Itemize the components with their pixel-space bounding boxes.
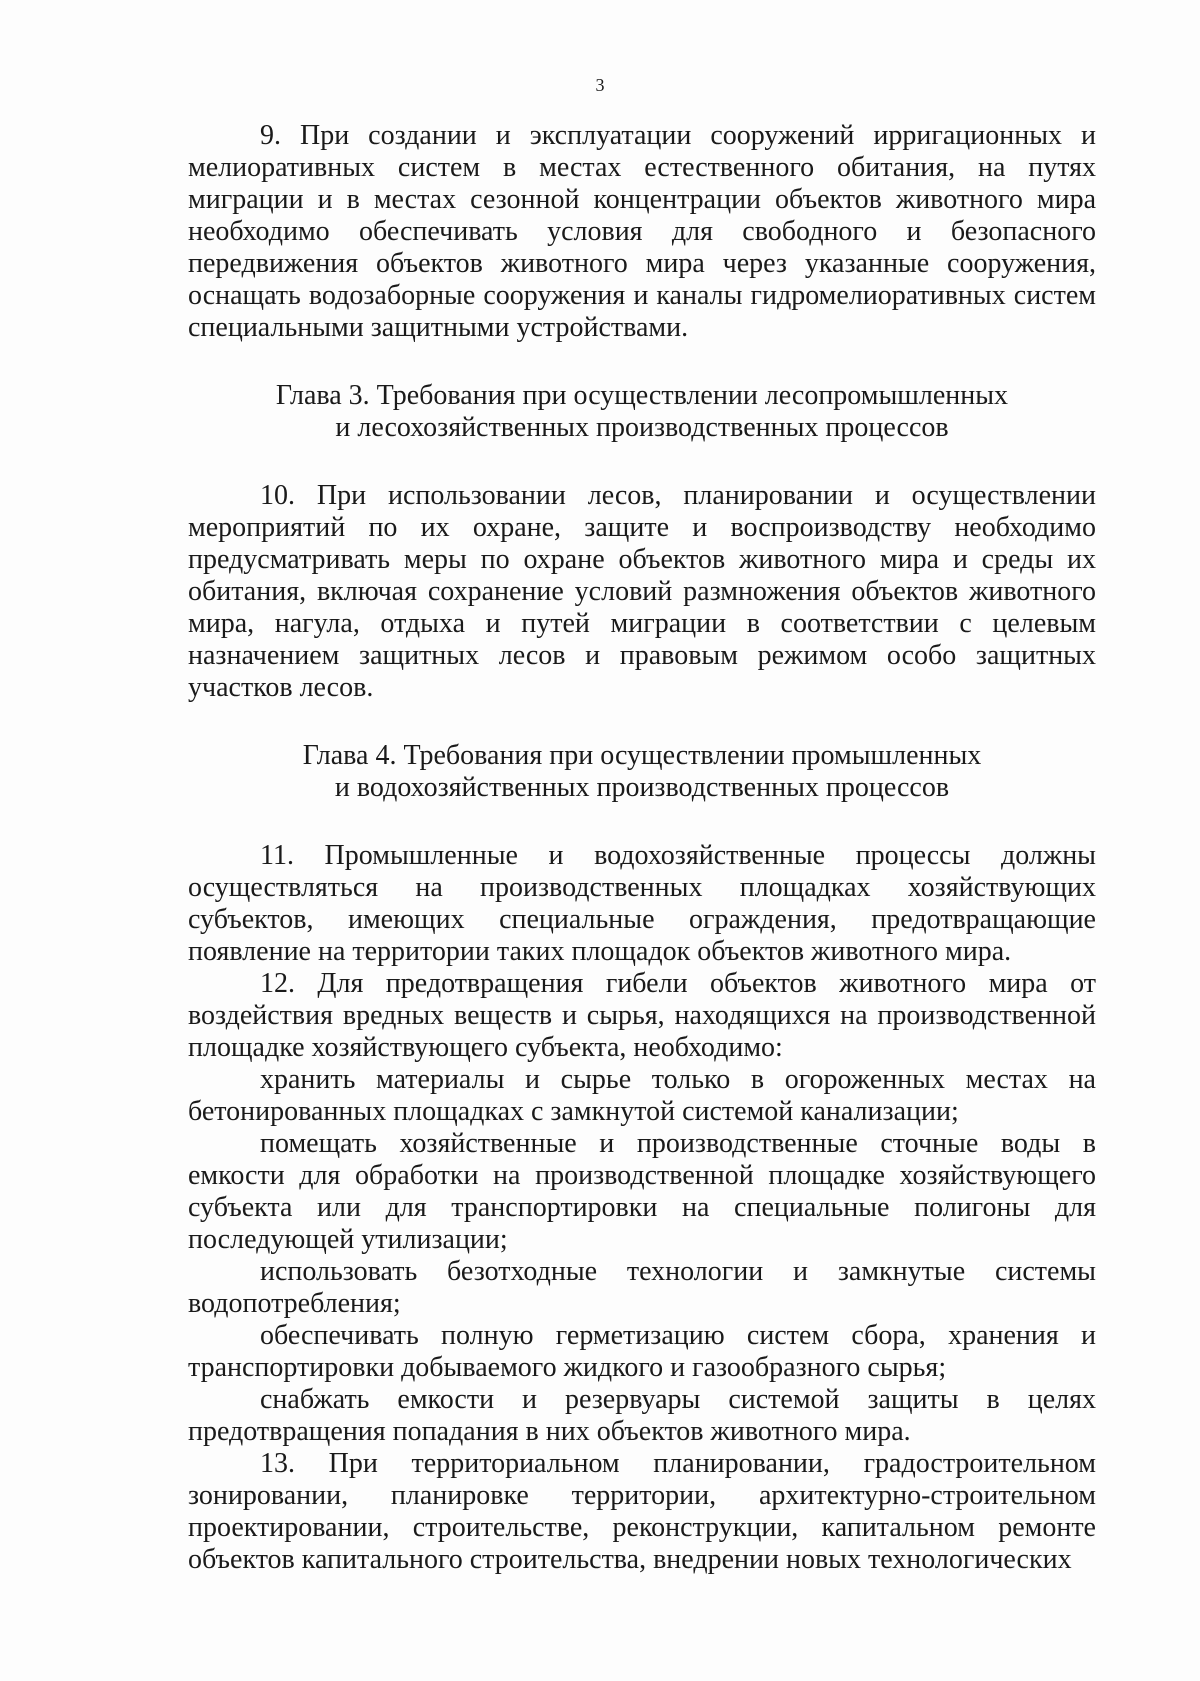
paragraph-12: 12. Для предотвращения гибели объектов животного мира от воздействия вредных веществ и сырья, находящихся на производственной площадке хозяйствующего субъекта, необходимо: (188, 968, 1096, 1063)
list-item-wastewater: помещать хозяйственные и производственные сточные воды в емкости для обработки на производственной площадке хозяйствующего субъекта или для транспортировки на специальные полигоны для последующей утилизации; (188, 1128, 1096, 1255)
list-item-waste-free-tech: использовать безотходные технологии и замкнутые системы водопотребления; (188, 1256, 1096, 1319)
chapter-4-heading (188, 740, 1096, 804)
chapter-3-heading (188, 380, 1096, 444)
paragraph-13: 13. При территориальном планировании, градостроительном зонировании, планировке территории, архитектурно-строительном проектировании, строительстве, реконструкции, капитальном ремонте объектов капитального строительства, внедрении новых технологических (188, 1448, 1096, 1575)
paragraph-10: 10. При использовании лесов, планировании и осуществлении мероприятий по их охране, защите и воспроизводству необходимо предусматривать меры по охране объектов животного мира и среды их обитания, включая сохранение условий размножения объектов животного мира, нагула, отдыха и путей миграции в соответствии с целевым назначением защитных лесов и правовым режимом особо защитных участков лесов. (188, 480, 1096, 703)
chapter-3-heading-line-1: Глава 3. Требования при осуществлении лесопромышленных (275, 380, 1009, 411)
paragraph-11: 11. Промышленные и водохозяйственные процессы должны осуществляться на производственных площадках хозяйствующих субъектов, имеющих специальные ограждения, предотвращающие появление на территории таких площадок объектов животного мира. (188, 840, 1096, 967)
chapter-4-heading-line-1: Глава 4. Требования при осуществлении промышленных (302, 740, 982, 771)
list-item-store-materials: хранить материалы и сырье только в огороженных местах на бетонированных площадках с замкнутой системой канализации; (188, 1064, 1096, 1127)
page-number: 3 (595, 75, 605, 95)
chapter-3-heading-line-2: и лесохозяйственных производственных процессов (335, 412, 949, 443)
list-item-sealing: обеспечивать полную герметизацию систем сбора, хранения и транспортировки добываемого жидкого и газообразного сырья; (188, 1320, 1096, 1383)
list-item-tank-protection: снабжать емкости и резервуары системой защиты в целях предотвращения попадания в них объектов животного мира. (188, 1384, 1096, 1447)
document-body (188, 120, 1096, 1576)
chapter-4-heading-line-2: и водохозяйственных производственных процессов (334, 772, 950, 803)
paragraph-9: 9. При создании и эксплуатации сооружений ирригационных и мелиоративных систем в местах естественного обитания, на путях миграции и в местах сезонной концентрации объектов животного мира необходимо обеспечивать условия для свободного и безопасного передвижения объектов животного мира через указанные сооружения, оснащать водозаборные сооружения и каналы гидромелиоративных систем специальными защитными устройствами. (188, 120, 1096, 343)
